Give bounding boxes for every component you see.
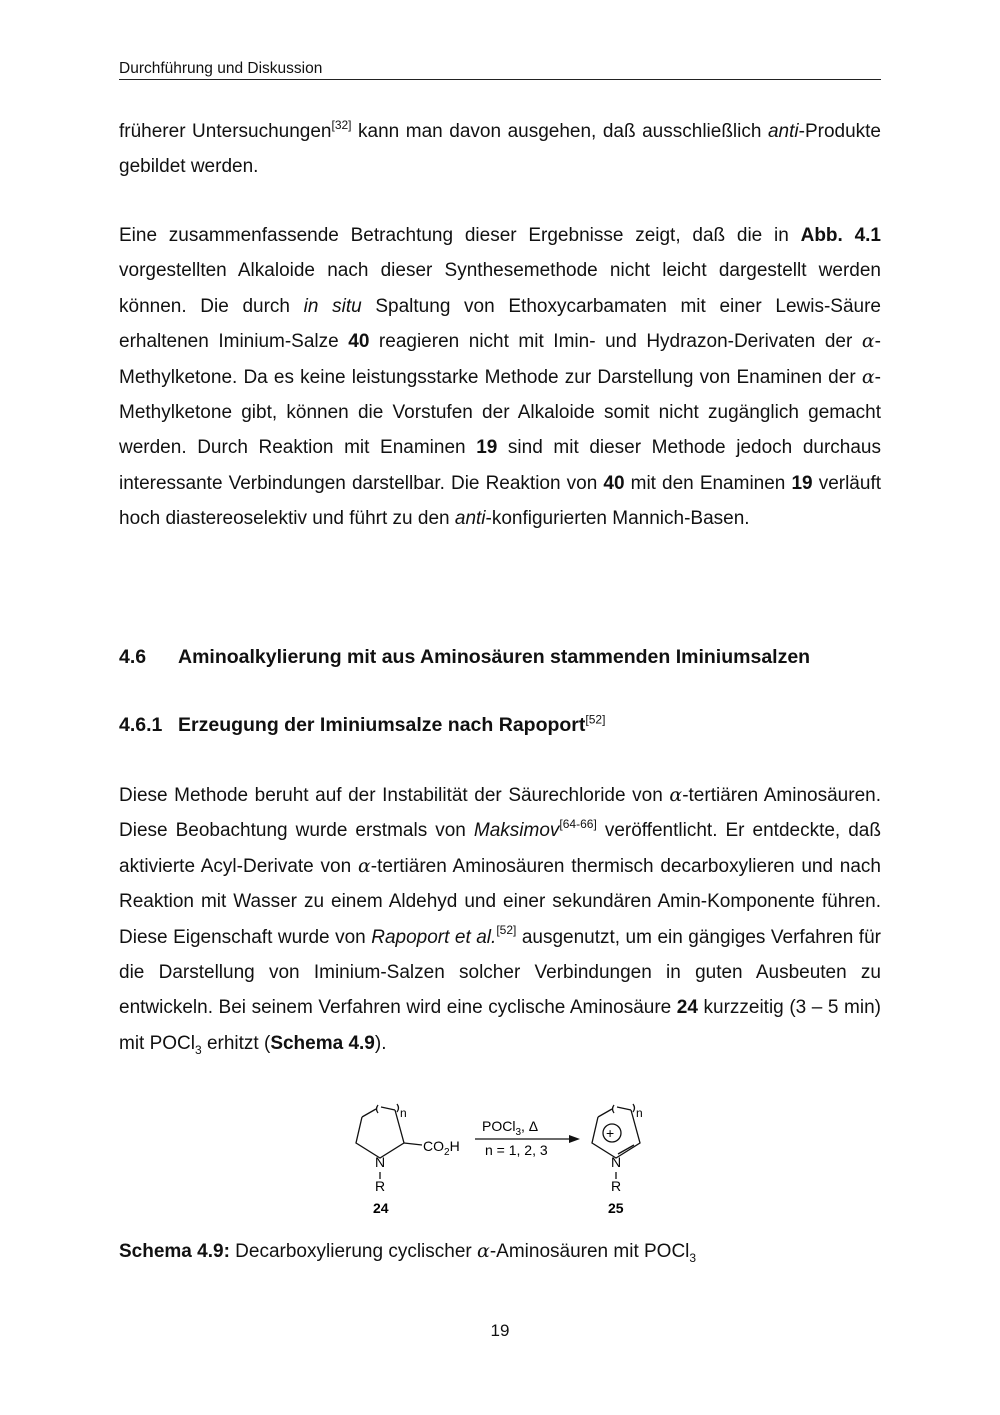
text-run: Spaltung von Ethoxycarbamaten mit einer Lewis-Säure erhaltenen Iminium-Salze <box>119 295 881 353</box>
nitrogen-label: N <box>375 1154 386 1170</box>
text-run: kurzzeitig (3 – 5 min) mit POCl <box>119 997 881 1054</box>
text-run: Decarboxylierung cyclischer <box>229 1241 477 1262</box>
paragraph-3 <box>119 778 881 1061</box>
italic-term: anti <box>454 508 486 530</box>
text-run: -Aminosäuren mit POCl <box>489 1241 690 1262</box>
alpha-symbol: α <box>477 1240 490 1262</box>
condition-label: n = 1, 2, 3 <box>485 1142 548 1158</box>
reagent-label: POCl$_3$, Δ <box>482 1118 539 1138</box>
text-run: -tertiären Aminosäuren thermisch decarboxylieren und nach Reaktion mit Wasser zu einem Aldehyd und einer sekundären Amin-Komponente führen. Diese Eigenschaft wurde von <box>119 855 882 948</box>
text-run: -konfigurierten Mannich-Basen. <box>485 508 750 530</box>
section-number: 4.6 <box>119 646 147 668</box>
text-run: ). <box>374 1032 387 1054</box>
scheme-caption <box>119 1238 696 1265</box>
plus-charge: + <box>606 1125 615 1141</box>
alpha-symbol: α <box>357 854 371 877</box>
section-heading <box>119 645 810 669</box>
carboxyl-group: $CO_2H$ <box>423 1138 460 1158</box>
arrow-head <box>569 1135 580 1143</box>
citation-ref: [64-66] <box>559 817 597 832</box>
citation-ref: [32] <box>331 117 352 132</box>
citation-ref: [52] <box>496 923 517 938</box>
ring-size-n: n <box>636 1106 643 1120</box>
caption-label: Schema 4.9: <box>119 1241 230 1262</box>
text-run: vorgestellten Alkaloide nach dieser Synthesemethode nicht leicht dargestellt werden können. Die durch <box>119 260 881 317</box>
ring-size-n: n <box>400 1106 407 1120</box>
alpha-symbol: α <box>669 784 683 806</box>
paragraph-2 <box>119 218 881 537</box>
compound-number: 40 <box>348 331 370 353</box>
text-run: reagieren nicht mit Imin- und Hydrazon-Derivaten der <box>369 331 862 353</box>
author-name: Maksimov <box>473 820 560 842</box>
citation-ref: [52] <box>585 712 606 727</box>
text-run: erhitzt ( <box>201 1032 271 1054</box>
compound-number: 19 <box>476 437 498 459</box>
text-run: ausgenutzt, um ein gängiges Verfahren für die Darstellung von Iminium-Salzen solcher Verbindungen in guten Ausbeuten zu entwickeln. Bei seinem Verfahren wird eine cyclische Aminosäure <box>119 926 881 1019</box>
italic-term: in situ <box>303 295 362 317</box>
text-run: mit den Enaminen <box>624 472 792 494</box>
alpha-symbol: α <box>861 330 875 353</box>
compound-number: 19 <box>791 472 813 494</box>
text-run: kann man davon ausgehen, daß ausschließlich <box>351 121 768 142</box>
substituent-r: R <box>375 1178 386 1194</box>
alpha-symbol: α <box>861 365 875 388</box>
compound-number: 24 <box>676 997 698 1019</box>
text-run: -tertiären Aminosäuren. Diese Beobachtung wurde erstmals von <box>119 785 881 842</box>
subscript: 3 <box>195 1042 202 1057</box>
nitrogen-label: N <box>611 1154 622 1170</box>
paragraph-1 <box>119 114 881 185</box>
italic-term: anti <box>767 121 799 142</box>
subsection-number: 4.6.1 <box>119 714 163 736</box>
subsection-title: Erzeugung der Iminiumsalze nach Rapoport <box>178 714 586 736</box>
substituent-r: R <box>611 1178 622 1194</box>
text-run: veröffentlicht. Er entdeckte, daß aktivierte Acyl-Derivate von <box>119 820 881 877</box>
page-number: 19 <box>490 1321 510 1340</box>
text-run: -Produkte gebildet werden. <box>119 121 881 178</box>
scheme-ref: Schema 4.9 <box>270 1032 375 1054</box>
compound-label: 25 <box>608 1200 624 1216</box>
compound-number: 40 <box>603 472 625 494</box>
subsection-heading <box>119 713 605 737</box>
running-header: Durchführung und Diskussion <box>119 60 881 80</box>
compound-label: 24 <box>373 1200 389 1216</box>
subscript: 3 <box>689 1250 697 1265</box>
text-run: Diese Methode beruht auf der Instabilität der Säurechloride von <box>119 785 670 806</box>
author-name: Rapoport et al. <box>371 926 497 948</box>
figure-ref: Abb. 4.1 <box>800 225 881 246</box>
text-run: verläuft hoch diastereoselektiv und führt zu den <box>119 472 882 530</box>
section-title: Aminoalkylierung mit aus Aminosäuren stammenden Iminiumsalzen <box>178 646 811 668</box>
reaction-scheme <box>340 1095 670 1225</box>
pyrrolidine-ring <box>356 1104 422 1179</box>
text-run: früherer Untersuchungen <box>119 121 332 142</box>
text-run: Eine zusammenfassende Betrachtung dieser Ergebnisse zeigt, daß die in <box>119 225 801 246</box>
text-run: -Methylketone. Da es keine leistungsstarke Methode zur Darstellung von Enaminen der <box>119 331 881 388</box>
text-run: -Methylketone gibt, können die Vorstufen der Alkaloide somit nicht zugänglich gemacht werden. Durch Reaktion mit Enaminen <box>119 366 881 459</box>
text-run: sind mit dieser Methode jedoch durchaus interessante Verbindungen darstellbar. Die Reaktion von <box>119 437 881 494</box>
